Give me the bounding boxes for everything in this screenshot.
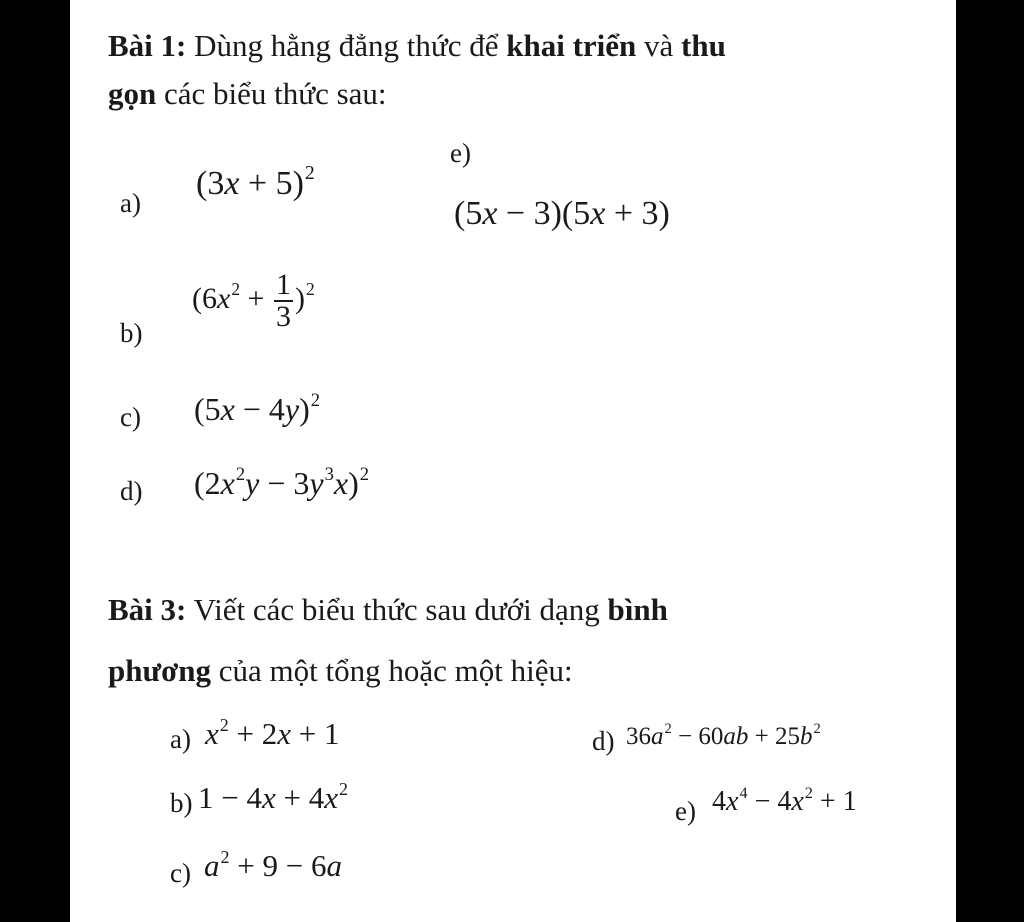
bai3-heading: Bài 3: [108,592,187,627]
bai3-item-e-label: e) [675,796,696,826]
bai3-instruction-line1: Bài 3: Viết các biểu thức sau dưới dạng bình [108,592,668,627]
bai3-item-a-label: a) [170,724,191,754]
bai1-item-c-label: c) [120,402,141,432]
document-page [70,0,956,922]
fraction-one-third: $\frac{1}{3}$ [275,268,291,333]
bai1-heading: Bài 1: [108,28,187,63]
bai3-item-a-expression: $x^2 + 2x + 1$ [205,714,340,751]
bai3-item-c-expression: $a^2 + 9 - 6a$ [204,846,342,883]
bai3-item-b-expression: $1 - 4x + 4x^2$ [198,778,348,815]
top-border-decoration [100,0,430,4]
bai3-item-e-expression: $4x^4 - 4x^2 + 1$ [712,783,857,817]
bai1-instruction-line2: gọn các biểu thức sau: [108,76,387,111]
bai1-item-c-expression: $(5x - 4y)^2$ [194,390,321,427]
bai1-item-e-label: e) [450,138,471,168]
bai3-item-b-label: b) [170,788,193,818]
bai1-item-b-label: b) [120,318,143,348]
bai3-item-d-label: d) [592,726,615,756]
bai1-item-a-label: a) [120,188,141,218]
bai1-item-b-expression: ($6x^2$ + $\frac{1}{3}$ )$^2$ [192,268,315,333]
bai1-item-a-expression: $(3x + 5)^2$ [196,162,315,202]
bai3-item-d-expression: $36a^2 - 60ab + 25b^2$ [626,721,821,750]
bai3-item-c-label: c) [170,858,191,888]
bai1-item-e-expression: (5x − 3)(5x + 3) [454,195,670,232]
bai1-item-d-expression: $(2x^2y - 3y^3x)^2$ [194,464,370,501]
bai1-item-d-label: d) [120,476,143,506]
bai1-instruction-line1: Bài 1: Dùng hằng đẳng thức để khai triển và thu [108,28,726,63]
bai3-instruction-line2: phương của một tổng hoặc một hiệu: [108,653,573,688]
